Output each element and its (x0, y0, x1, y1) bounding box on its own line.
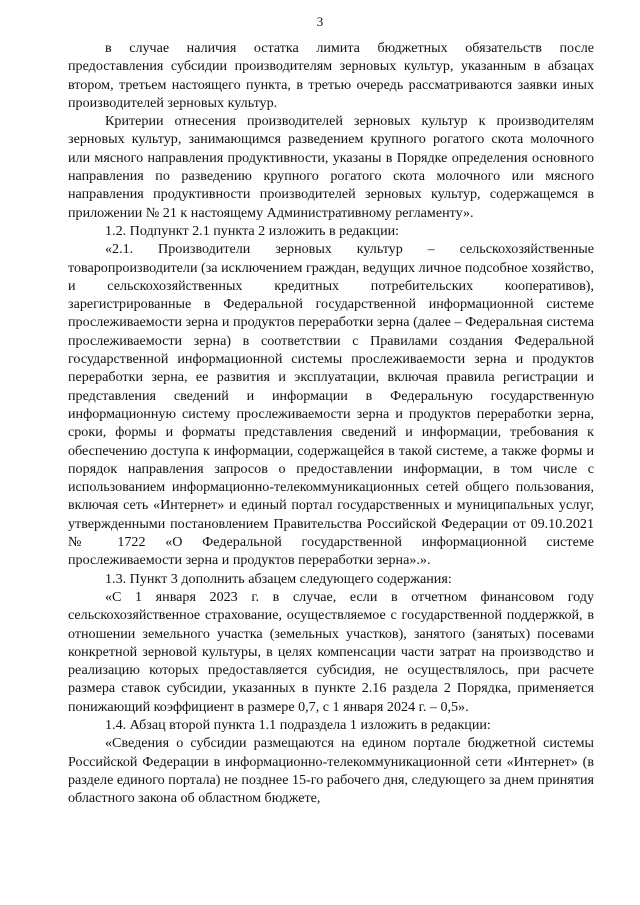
paragraph: 1.3. Пункт 3 дополнить абзацем следующего содержания: (105, 570, 452, 587)
paragraph: в случае наличия остатка лимита бюджетных обязательств после предоставления субсидии производителям зерновых культур, указанным в абзацах втором, третьем настоящего пункта, в третью очередь рассматриваются заявки иных производителей зерновых культур. (68, 40, 594, 111)
paragraph: «С 1 января 2023 г. в случае, если в отчетном финансовом году сельскохозяйственное страхование, осуществляемое с государственной поддержкой, в отношении земельного участка (земельных участков), занятого (занятых) посевами конкретной зерновой культуры, в целях компенсации части затрат на производство и реализацию которых предоставляется субсидия, не осуществлялось, при расчете размера ставок субсидии, указанных в пункте 2.16 раздела 2 Порядка, применяется понижающий коэффициент в размере 0,7, с 1 января 2024 г. – 0,5». (68, 588, 594, 715)
document-body (68, 39, 594, 807)
paragraph: «Сведения о субсидии размещаются на едином портале бюджетной системы Российской Федерации в информационно-телекоммуникационной сети «Интернет» (в разделе единого портала) не позднее 15-го рабочего дня, следующего за днем принятия областного закона об областном бюджете, (68, 735, 594, 807)
paragraph: Критерии отнесения производителей зерновых культур к производителям зерновых культур, занимающимся разведением крупного рогатого скота молочного или мясного направления продуктивности, указаны в Порядке определения основного направления по разведению крупного рогатого скота молочного или мясного направления продуктивности производителей зерновых культур, содержащемся в приложении № 21 к настоящему Административному регламенту». (68, 113, 594, 221)
page-number: 3 (316, 14, 324, 29)
paragraph: 1.4. Абзац второй пункта 1.1 подраздела 1 изложить в редакции: (105, 716, 491, 733)
paragraph: «2.1. Производители зерновых культур – сельскохозяйственные товаропроизводители (за исключением граждан, ведущих личное подсобное хозяйство, и сельскохозяйственных кредитных потребительских кооперативов), зарегистрированные в Федеральной государственной информационной системе прослеживаемости зерна и продуктов переработки зерна (далее – Федеральная система прослеживаемости зерна) в соответствии с Правилами создания Федеральной государственной информационной системы прослеживаемости зерна и продуктов переработки зерна, ее развития и эксплуатации, включая правила регистрации и представления сведений и информации в Федеральную государственную информационную систему прослеживаемости зерна и продуктов переработки зерна, сроки, формы и форматы представления сведений и информации, требования к обеспечению доступа к информации, содержащейся в такой системе, а также формы и порядок направления запросов о предоставлении информации, в том числе с использованием информационно-телекоммуникационных сетей общего пользования, включая сеть «Интернет» и единый портал государственных и муниципальных услуг, утвержденными постановлением Правительства Российской Федерации от 09.10.2021 № 1722 «О Федеральной государственной информационной системе прослеживаемости зерна и продуктов переработки зерна».». (68, 241, 594, 569)
paragraph: 1.2. Подпункт 2.1 пункта 2 изложить в редакции: (105, 222, 400, 239)
